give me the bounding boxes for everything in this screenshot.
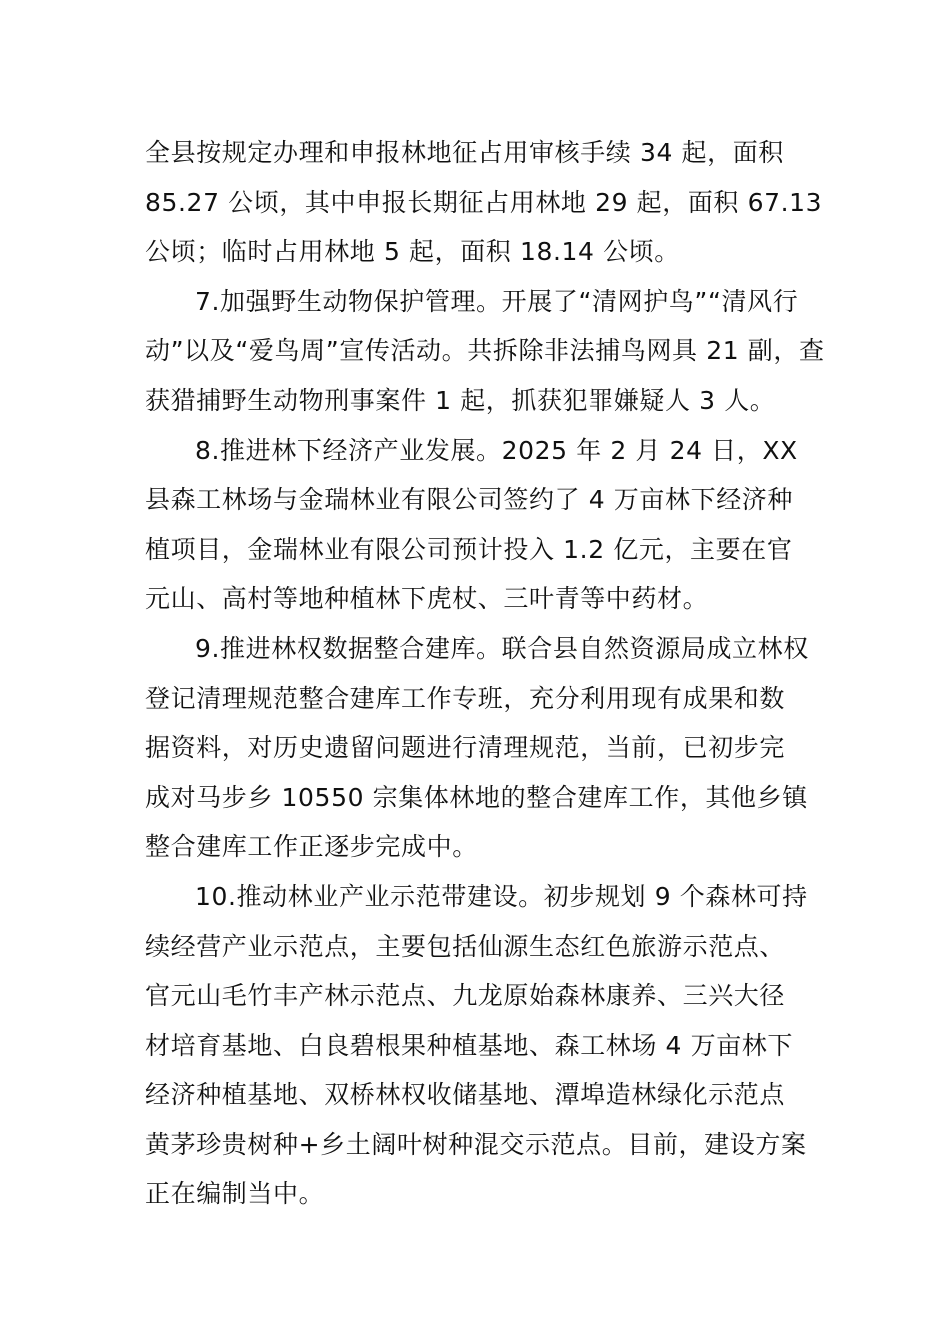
paragraph-wildlife-protection: [145, 277, 825, 426]
paragraph-demonstration-belt: [145, 872, 807, 1219]
text-line: 登记清理规范整合建库工作专班，充分利用现有成果和数: [145, 683, 786, 713]
text-line: 8.推进林下经济产业发展。2025 年 2 月 24 日，XX: [195, 435, 798, 465]
text-line: 10.推动林业产业示范带建设。初步规划 9 个森林可持: [195, 881, 808, 911]
text-line: 植项目，金瑞林业有限公司预计投入 1.2 亿元，主要在官: [145, 534, 793, 564]
text-line: 动”以及“爱鸟周”宣传活动。共拆除非法捕鸟网具 21 副，查: [145, 336, 825, 366]
text-line: 获猎捕野生动物刑事案件 1 起，抓获犯罪嫌疑人 3 人。: [145, 385, 776, 415]
paragraph-land-occupation: [145, 128, 823, 277]
text-line: 7.加强野生动物保护管理。开展了“清网护鸟”“清风行: [195, 286, 799, 316]
text-line: 经济种植基地、双桥林权收储基地、潭埠造林绿化示范点: [145, 1080, 786, 1110]
text-line: 公顷；临时占用林地 5 起，面积 18.14 公顷。: [145, 237, 680, 267]
text-line: 成对马步乡 10550 宗集体林地的整合建库工作，其他乡镇: [145, 782, 808, 812]
text-line: 正在编制当中。: [145, 1179, 325, 1209]
text-line: 续经营产业示范点，主要包括仙源生态红色旅游示范点、: [145, 931, 786, 961]
text-line: 全县按规定办理和申报林地征占用审核手续 34 起，面积: [145, 138, 784, 167]
text-line: 官元山毛竹丰产林示范点、九龙原始森林康养、三兴大径: [145, 981, 786, 1011]
text-line: 元山、高村等地种植林下虎杖、三叶青等中药材。: [145, 584, 709, 614]
text-line: 据资料，对历史遗留问题进行清理规范，当前，已初步完: [145, 733, 786, 763]
document-body: [145, 128, 825, 1219]
text-line: 材培育基地、白良碧根果种植基地、森工林场 4 万亩林下: [145, 1030, 794, 1060]
text-line: 县森工林场与金瑞林业有限公司签约了 4 万亩林下经济种: [145, 485, 794, 515]
text-line: 整合建库工作正逐步完成中。: [145, 832, 478, 862]
text-line: 9.推进林权数据整合建库。联合县自然资源局成立林权: [195, 633, 809, 663]
text-line: 85.27 公顷，其中申报长期征占用林地 29 起，面积 67.13: [145, 187, 823, 217]
paragraph-forest-rights-database: [145, 624, 807, 872]
text-line: 黄茅珍贵树种+乡土阔叶树种混交示范点。目前，建设方案: [145, 1129, 807, 1159]
paragraph-understory-economy: [145, 426, 807, 624]
